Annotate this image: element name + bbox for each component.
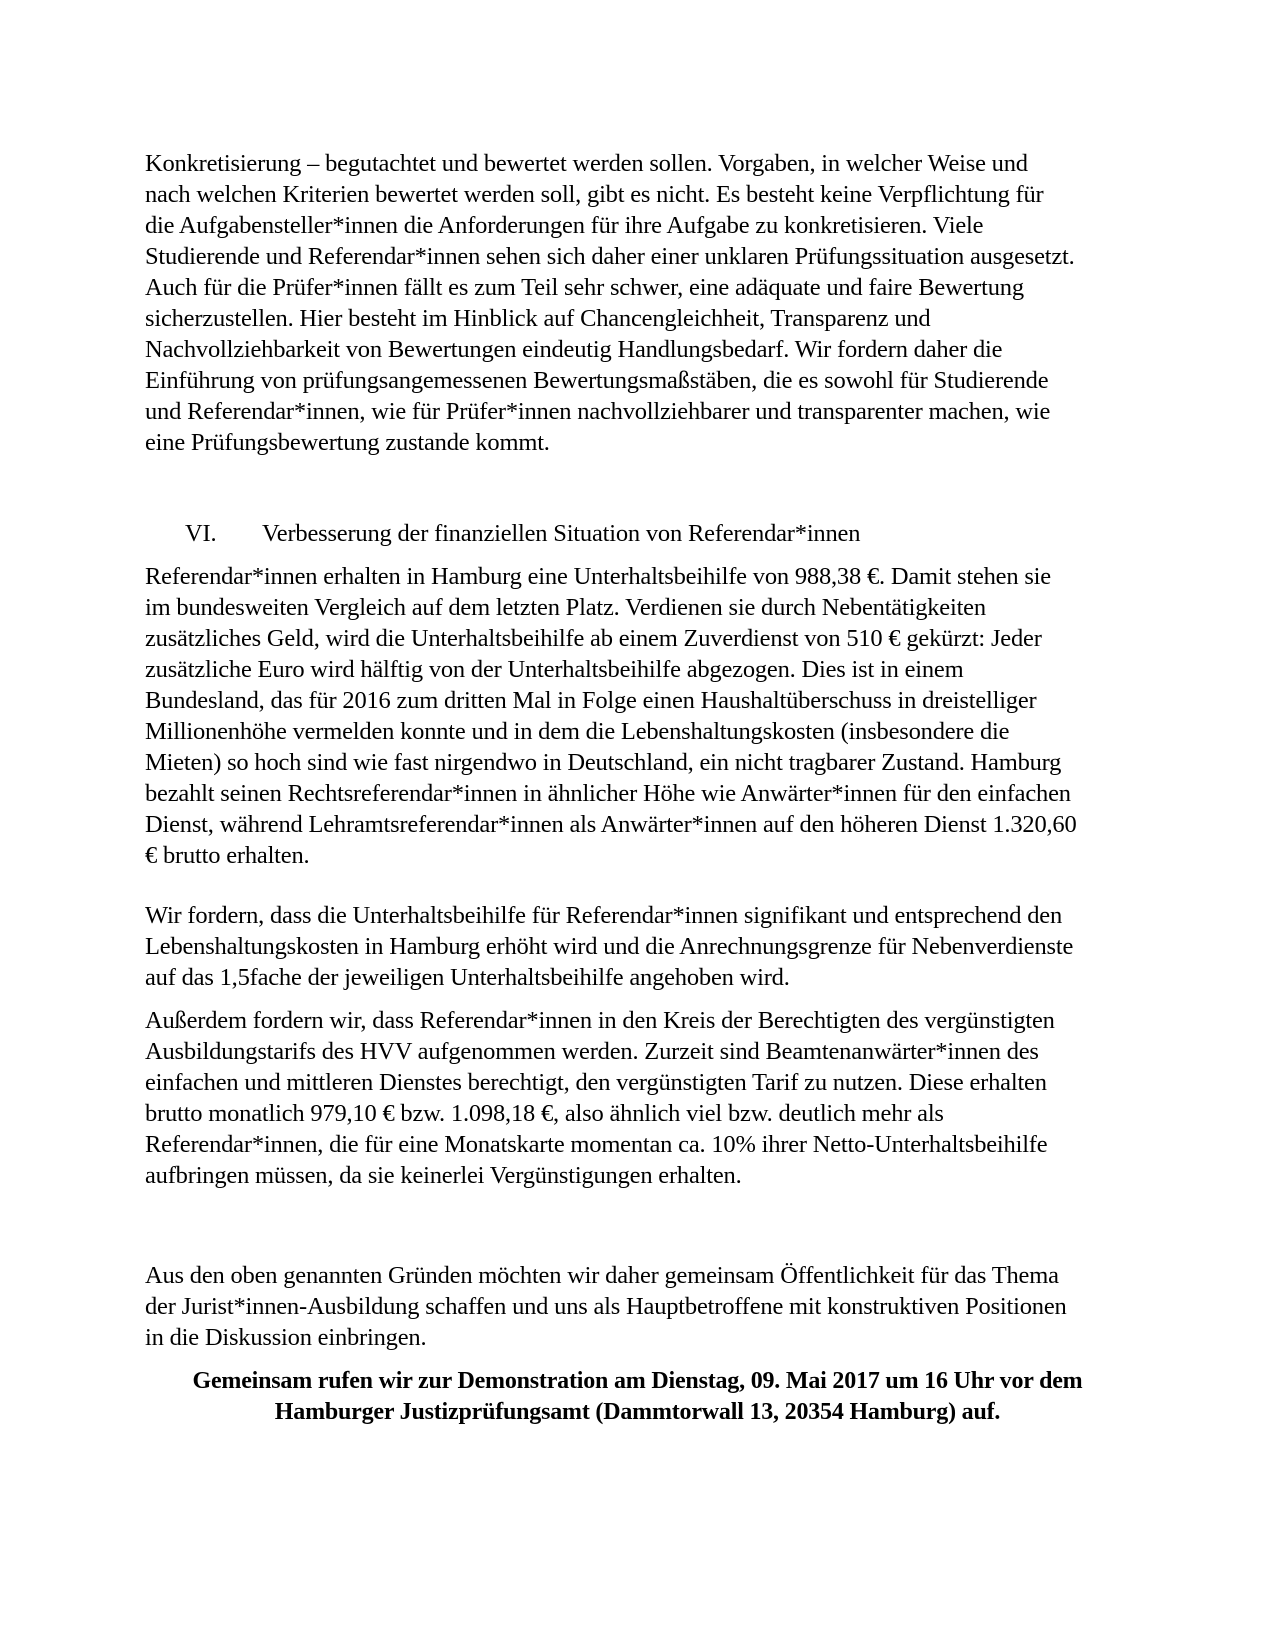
text-line: aufbringen müssen, da sie keinerlei Vergünstigungen erhalten.	[145, 1162, 742, 1189]
section-title: Verbesserung der finanziellen Situation von Referendar*innen	[262, 520, 861, 547]
paragraph-hvv-tariff	[145, 1005, 1130, 1191]
text-line: brutto monatlich 979,10 € bzw. 1.098,18 €, also ähnlich viel bzw. deutlich mehr als	[145, 1100, 944, 1127]
text-line: Mieten) so hoch sind wie fast nirgendwo in Deutschland, ein nicht tragbarer Zustand. Hamburg	[145, 749, 1062, 776]
document-content	[145, 148, 1130, 1428]
text-line: Aus den oben genannten Gründen möchten wir daher gemeinsam Öffentlichkeit für das Thema	[145, 1262, 1059, 1289]
text-line: Konkretisierung – begutachtet und bewertet werden sollen. Vorgaben, in welcher Weise und	[145, 150, 1028, 177]
text-line: zusätzliche Euro wird hälftig von der Unterhaltsbeihilfe abgezogen. Dies ist in einem	[145, 656, 964, 683]
text-line: Hamburger Justizprüfungsamt (Dammtorwall 13, 20354 Hamburg) auf.	[274, 1399, 1001, 1425]
text-line: Millionenhöhe vermelden konnte und in dem die Lebenshaltungskosten (insbesondere die	[145, 718, 1010, 745]
text-line: Studierende und Referendar*innen sehen sich daher einer unklaren Prüfungssituation ausgesetzt.	[145, 243, 1075, 270]
text-line: und Referendar*innen, wie für Prüfer*innen nachvollziehbarer und transparenter machen, wie	[145, 398, 1051, 425]
paragraph-demand-increase	[145, 900, 1130, 993]
demonstration-call	[145, 1366, 1130, 1428]
text-line: Lebenshaltungskosten in Hamburg erhöht wird und die Anrechnungsgrenze für Nebenverdienste	[145, 933, 1074, 960]
text-line: eine Prüfungsbewertung zustande kommt.	[145, 429, 550, 456]
text-line: Außerdem fordern wir, dass Referendar*innen in den Kreis der Berechtigten des vergünstigten	[145, 1007, 1055, 1034]
text-line: Referendar*innen erhalten in Hamburg eine Unterhaltsbeihilfe von 988,38 €. Damit stehen sie	[145, 563, 1051, 590]
text-line: in die Diskussion einbringen.	[145, 1324, 427, 1351]
text-line: im bundesweiten Vergleich auf dem letzten Platz. Verdienen sie durch Nebentätigkeiten	[145, 594, 986, 621]
paragraph-intro	[145, 148, 1130, 458]
text-line: Auch für die Prüfer*innen fällt es zum Teil sehr schwer, eine adäquate und faire Bewertung	[145, 274, 1024, 301]
text-line: sicherzustellen. Hier besteht im Hinblick auf Chancengleichheit, Transparenz und	[145, 305, 931, 332]
paragraph-allowance	[145, 561, 1130, 871]
text-line: auf das 1,5fache der jeweiligen Unterhaltsbeihilfe angehoben wird.	[145, 964, 790, 991]
paragraph-conclusion	[145, 1260, 1130, 1353]
text-line: Gemeinsam rufen wir zur Demonstration am Dienstag, 09. Mai 2017 um 16 Uhr vor dem	[192, 1368, 1083, 1394]
section-number: VI.	[185, 520, 217, 547]
text-line: Bundesland, das für 2016 zum dritten Mal in Folge einen Haushaltüberschuss in dreistelliger	[145, 687, 1037, 714]
text-line: bezahlt seinen Rechtsreferendar*innen in ähnlicher Höhe wie Anwärter*innen für den einfachen	[145, 780, 1071, 807]
text-line: Wir fordern, dass die Unterhaltsbeihilfe für Referendar*innen signifikant und entsprechend den	[145, 902, 1063, 929]
section-heading	[145, 518, 1130, 549]
text-line: € brutto erhalten.	[145, 842, 310, 869]
text-line: die Aufgabensteller*innen die Anforderungen für ihre Aufgabe zu konkretisieren. Viele	[145, 212, 984, 239]
text-line: Einführung von prüfungsangemessenen Bewertungsmaßstäben, die es sowohl für Studierende	[145, 367, 1049, 394]
text-line: der Jurist*innen-Ausbildung schaffen und uns als Hauptbetroffene mit konstruktiven Positionen	[145, 1293, 1067, 1320]
text-line: Nachvollziehbarkeit von Bewertungen eindeutig Handlungsbedarf. Wir fordern daher die	[145, 336, 1003, 363]
text-line: Referendar*innen, die für eine Monatskarte momentan ca. 10% ihrer Netto-Unterhaltsbeihilfe	[145, 1131, 1048, 1158]
text-line: Ausbildungstarifs des HVV aufgenommen werden. Zurzeit sind Beamtenanwärter*innen des	[145, 1038, 1039, 1065]
text-line: Dienst, während Lehramtsreferendar*innen als Anwärter*innen auf den höheren Dienst 1.320,60	[145, 811, 1077, 838]
text-line: einfachen und mittleren Dienstes berechtigt, den vergünstigten Tarif zu nutzen. Diese erhalten	[145, 1069, 1047, 1096]
text-line: zusätzliches Geld, wird die Unterhaltsbeihilfe ab einem Zuverdienst von 510 € gekürzt: Jeder	[145, 625, 1042, 652]
text-line: nach welchen Kriterien bewertet werden soll, gibt es nicht. Es besteht keine Verpflichtung für	[145, 181, 1044, 208]
